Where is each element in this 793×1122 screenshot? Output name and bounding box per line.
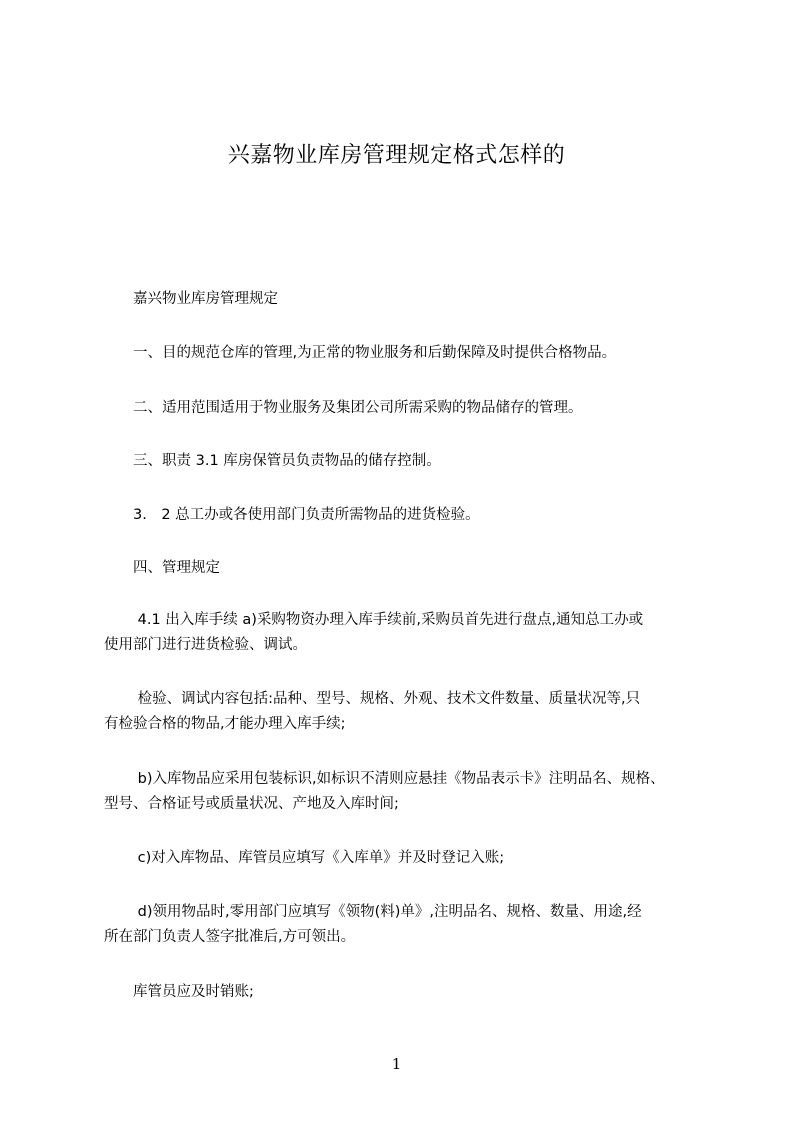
paragraph-line: 4.1 出入库手续 a)采购物资办理入库手续前,采购员首先进行盘点,通知总工办或 [104, 612, 644, 628]
page-number: 1 [391, 1055, 402, 1073]
paragraph-12 [104, 980, 724, 1005]
paragraph-line: 所在部门负责人签字批准后,方可领出。 [104, 929, 356, 945]
paragraph-line: 库管员应及时销账; [104, 984, 254, 1000]
paragraph-line: 型号、合格证号或质量状况、产地及入库时间; [104, 796, 399, 812]
paragraph-line: 二、适用范围适用于物业服务及集团公司所需采购的物品储存的管理。 [104, 400, 583, 416]
paragraph-line: 有检验合格的物品,才能办理入库手续; [104, 716, 346, 732]
paragraph-line: 使用部门进行进货检验、调试。 [104, 637, 307, 653]
paragraph-line: b)入库物品应采用包装标识,如标识不清则应悬挂《物品表示卡》注明品名、规格、 [104, 771, 665, 787]
paragraph-9 [104, 767, 724, 817]
paragraph-1 [104, 287, 724, 312]
paragraph-6 [104, 556, 724, 581]
paragraph-10 [104, 846, 724, 871]
paragraph-line: 检验、调试内容包括:品种、型号、规格、外观、技术文件数量、质量状况等,只 [104, 691, 641, 707]
document-title: 兴嘉物业库房管理规定格式怎样的 [227, 143, 566, 168]
paragraph-2 [104, 341, 724, 366]
paragraph-line: d)领用物品时,零用部门应填写《领物(料)单》,注明品名、规格、数量、用途,经 [104, 904, 642, 920]
paragraph-line: 三、职责 3.1 库房保管员负责物品的储存控制。 [104, 453, 441, 469]
paragraph-8 [104, 687, 724, 737]
paragraph-3 [104, 396, 724, 421]
paragraph-line: 嘉兴物业库房管理规定 [104, 291, 278, 307]
paragraph-line: 3. 2 总工办或各使用部门负责所需物品的进货检验。 [104, 507, 480, 523]
paragraph-11 [104, 900, 724, 950]
paragraph-line: 一、目的规范仓库的管理,为正常的物业服务和后勤保障及时提供合格物品。 [104, 345, 617, 361]
paragraph-line: 四、管理规定 [104, 560, 220, 576]
paragraph-4 [104, 449, 724, 474]
paragraph-7 [104, 608, 724, 658]
paragraph-5 [104, 503, 724, 528]
paragraph-line: c)对入库物品、库管员应填写《入库单》并及时登记入账; [104, 850, 505, 866]
